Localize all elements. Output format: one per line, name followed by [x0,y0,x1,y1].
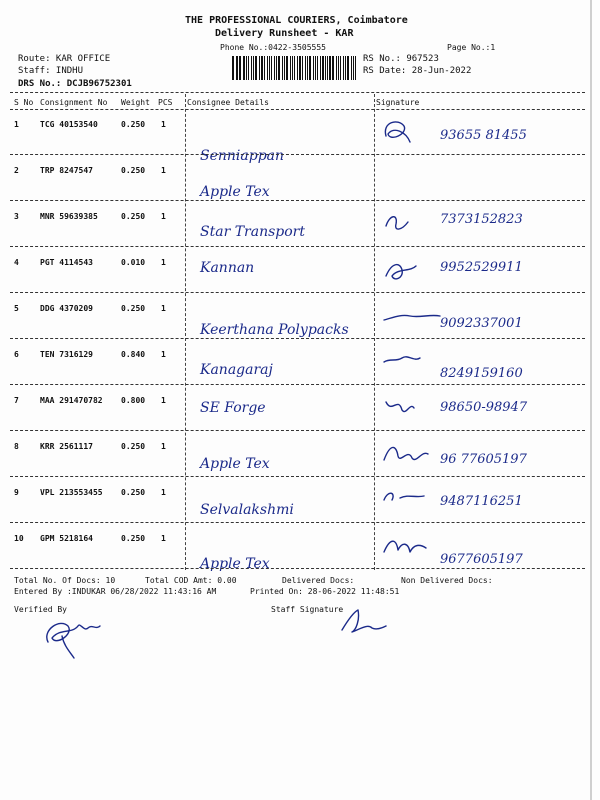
col-consignment: Consignment No [40,98,108,107]
header-divider [10,92,585,93]
row-consignee: Selvalakshmi [200,502,294,518]
row-pcs: 1 [161,304,166,313]
row-sno: 10 [14,534,24,543]
row-pcs: 1 [161,488,166,497]
column-header-divider [10,109,585,110]
row-phone: 9952529911 [440,260,523,275]
row-phone: 9487116251 [440,494,523,509]
row-consignment: MNR 59639385 [40,212,98,221]
row-consignee: Kanagaraj [200,362,273,378]
non-delivered-docs: Non Delivered Docs: [401,576,493,585]
row-weight: 0.250 [121,534,146,543]
row-signature [380,532,444,562]
route: Route: KAR OFFICE [18,54,111,64]
row-phone: 7373152823 [440,212,523,227]
row-phone: 93655 81455 [440,128,527,143]
row-pcs: 1 [161,350,166,359]
printed-on: Printed On: 28-06-2022 11:48:51 [250,587,400,596]
row-divider [10,292,585,293]
row-signature [380,256,444,286]
row-pcs: 1 [161,534,166,543]
row-weight: 0.010 [121,258,146,267]
row-consignment: TEN 7316129 [40,350,93,359]
row-signature [380,440,444,470]
phone-number: Phone No.:0422-3505555 [220,43,326,52]
rs-number: RS No.: 967523 [363,54,439,64]
row-weight: 0.250 [121,442,146,451]
row-sno: 9 [14,488,19,497]
row-consignee: Senniappan [200,148,285,164]
col-sep-signature [374,94,375,570]
row-consignment: MAA 291470782 [40,396,103,405]
row-phone: 9092337001 [440,316,523,331]
page-edge [590,0,592,800]
row-consignment: KRR 2561117 [40,442,93,451]
row-phone: 96 77605197 [440,452,527,467]
row-signature [380,210,444,240]
row-phone: 9677605197 [440,552,523,567]
row-weight: 0.250 [121,120,146,129]
company-name: THE PROFESSIONAL COURIERS, Coimbatore [185,15,408,26]
staff-signature-mark [338,606,388,636]
row-weight: 0.800 [121,396,146,405]
total-cod: Total COD Amt: 0.00 [145,576,237,585]
entered-by: Entered By :INDUKAR 06/28/2022 11:43:16 AM [14,587,217,596]
row-pcs: 1 [161,166,166,175]
row-consignee: Apple Tex [200,556,270,572]
col-sep-consignee [185,94,186,570]
col-weight: Weight [121,98,150,107]
row-divider [10,476,585,477]
drs-number: DRS No.: DCJB96752301 [18,79,132,89]
row-consignee: Apple Tex [200,184,270,200]
verified-by-label: Verified By [14,605,67,614]
row-weight: 0.840 [121,350,146,359]
row-pcs: 1 [161,442,166,451]
row-pcs: 1 [161,120,166,129]
row-signature [380,302,444,332]
row-consignee: Kannan [200,260,255,276]
row-pcs: 1 [161,396,166,405]
barcode [232,56,358,80]
row-consignment: DDG 4370209 [40,304,93,313]
row-consignee: Keerthana Polypacks [200,322,349,338]
row-weight: 0.250 [121,304,146,313]
verified-by-signature [40,612,110,662]
staff-signature-label: Staff Signature [271,605,344,614]
row-sno: 3 [14,212,19,221]
row-phone: 8249159160 [440,366,523,381]
row-sno: 5 [14,304,19,313]
row-sno: 2 [14,166,19,175]
row-sno: 7 [14,396,19,405]
col-consignee: Consignee Details [187,98,269,107]
row-divider [10,338,585,339]
row-consignee: Apple Tex [200,456,270,472]
row-signature [380,348,444,378]
row-consignment: GPM 5218164 [40,534,93,543]
row-consignee: Star Transport [200,224,305,240]
total-docs: Total No. Of Docs: 10 [14,576,116,585]
row-consignment: TCG 40153540 [40,120,98,129]
row-divider [10,384,585,385]
page-number: Page No.:1 [447,43,496,52]
row-signature [380,118,444,148]
col-pcs: PCS [158,98,173,107]
delivered-docs: Delivered Docs: [282,576,355,585]
row-phone: 98650-98947 [440,400,528,415]
rs-date: RS Date: 28-Jun-2022 [363,66,472,76]
row-weight: 0.250 [121,212,146,221]
row-sno: 1 [14,120,19,129]
row-pcs: 1 [161,212,166,221]
row-pcs: 1 [161,258,166,267]
document-title: Delivery Runsheet - KAR [215,28,354,39]
row-consignee: SE Forge [200,400,266,416]
row-sno: 6 [14,350,19,359]
row-divider [10,246,585,247]
row-divider [10,522,585,523]
row-sno: 8 [14,442,19,451]
row-consignment: VPL 213553455 [40,488,103,497]
row-signature [380,486,444,516]
row-weight: 0.250 [121,166,146,175]
staff: Staff: INDHU [18,66,84,76]
col-signature: Signature [376,98,420,107]
row-weight: 0.250 [121,488,146,497]
row-divider [10,568,585,569]
row-divider [10,430,585,431]
row-signature [380,394,444,424]
row-sno: 4 [14,258,19,267]
row-consignment: TRP 8247547 [40,166,93,175]
row-consignment: PGT 4114543 [40,258,93,267]
col-sno: S No [14,98,34,107]
row-divider [10,154,585,155]
row-divider [10,200,585,201]
